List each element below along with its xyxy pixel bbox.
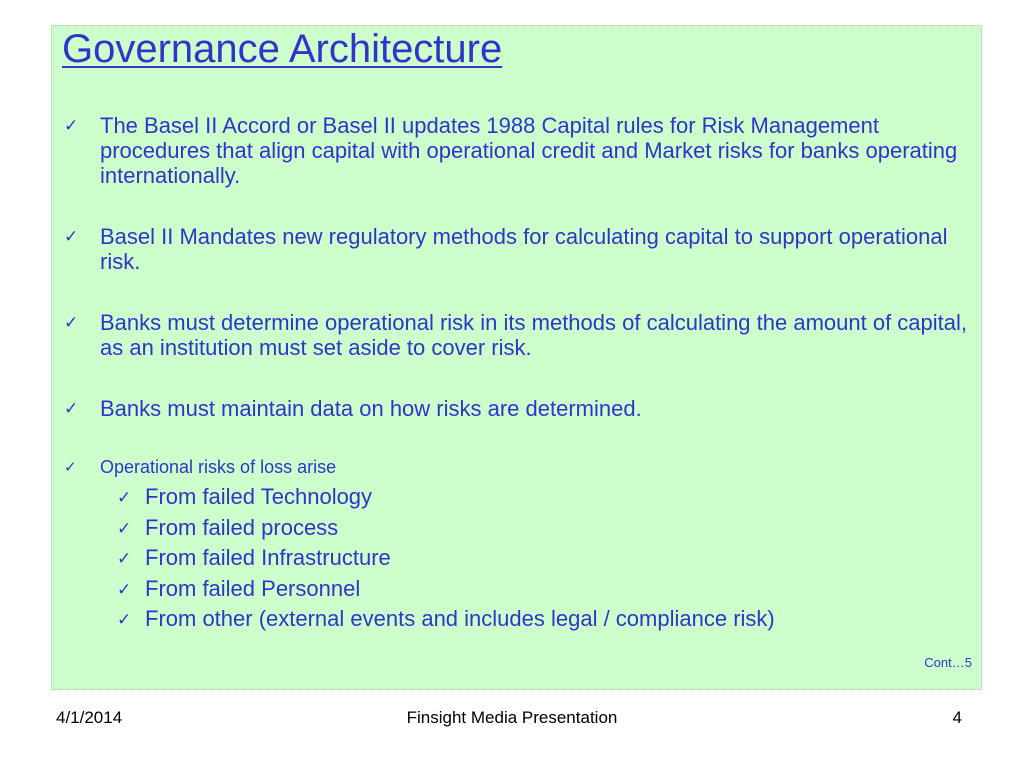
- sub-bullet-text: From failed Personnel: [145, 576, 361, 601]
- bullet-item: [64, 396, 974, 421]
- footer-date: 4/1/2014: [56, 708, 123, 727]
- sub-bullet-item: [117, 545, 977, 571]
- bullet-text: Banks must maintain data on how risks are determined.: [100, 396, 642, 421]
- check-mark-icon: ✓: [64, 399, 79, 419]
- check-mark-icon: ✓: [64, 116, 79, 136]
- bullet-text: Operational risks of loss arise: [100, 457, 337, 477]
- sub-bullet-item: [117, 606, 977, 632]
- check-mark-icon: ✓: [117, 580, 132, 600]
- sub-bullet-text: From failed Infrastructure: [145, 545, 391, 570]
- check-mark-icon: ✓: [117, 488, 132, 508]
- bullet-item: [64, 113, 974, 188]
- sub-bullet-item: [117, 515, 977, 541]
- sub-bullet-text: From failed Technology: [145, 484, 373, 509]
- bullet-text: Banks must determine operational risk in its methods of calculating the amount of capital, as an institution must set aside to cover risk.: [100, 310, 968, 360]
- check-mark-icon: ✓: [64, 227, 79, 247]
- bullet-item: [64, 224, 974, 274]
- bullet-text: Basel II Mandates new regulatory methods for calculating capital to support operational risk.: [100, 224, 948, 274]
- footer-page-number: 4: [952, 708, 962, 727]
- bullet-item: [64, 310, 974, 360]
- continuation-note: Cont…5: [924, 655, 972, 670]
- sub-bullet-item: [117, 484, 977, 510]
- sub-bullet-text: From failed process: [145, 515, 339, 540]
- check-mark-icon: ✓: [64, 458, 77, 476]
- check-mark-icon: ✓: [64, 313, 79, 333]
- sub-bullet-item: [117, 576, 977, 602]
- footer-presentation-title: Finsight Media Presentation: [406, 708, 618, 727]
- check-mark-icon: ✓: [117, 519, 132, 539]
- check-mark-icon: ✓: [117, 549, 132, 569]
- bullet-text: The Basel II Accord or Basel II updates 1988 Capital rules for Risk Management procedures that align capital with operational credit and Market risks for banks operating internationally.: [100, 113, 958, 188]
- slide-title: Governance Architecture: [62, 27, 503, 71]
- sub-bullet-text: From other (external events and includes legal / compliance risk): [145, 606, 775, 631]
- bullet-item: [64, 456, 974, 478]
- check-mark-icon: ✓: [117, 610, 132, 630]
